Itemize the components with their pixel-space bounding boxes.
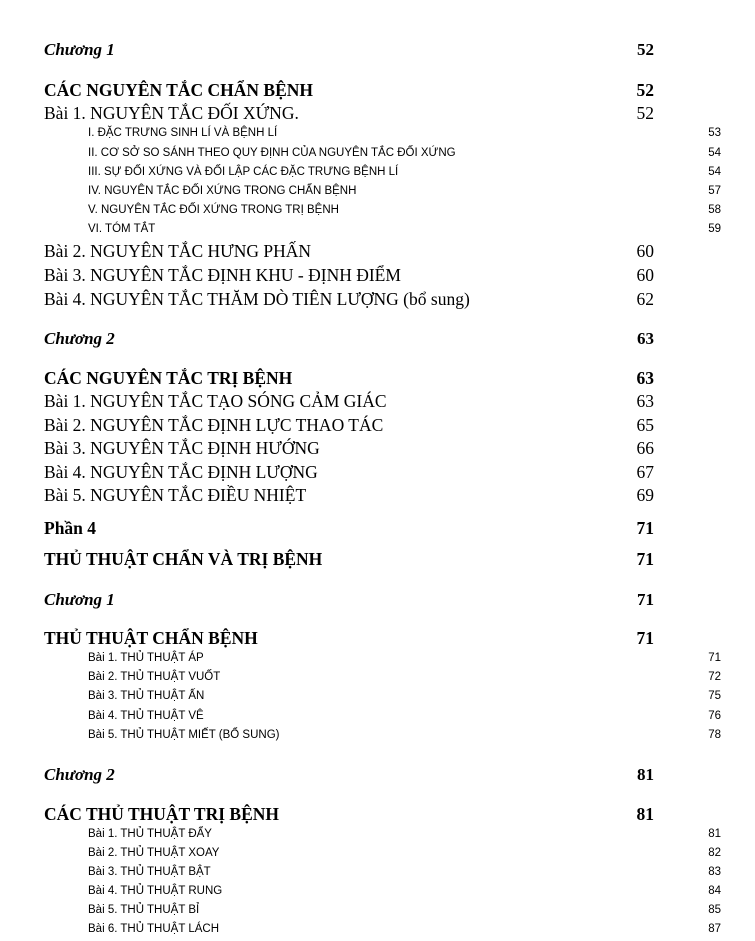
toc-entry-title: II. CƠ SỞ SO SÁNH THEO QUY ĐỊNH CỦA NGUYÊN TẮC ĐỐI XỨNG xyxy=(88,147,456,159)
toc-entry-title: Bài 2. NGUYÊN TẮC ĐỊNH LỰC THAO TÁC xyxy=(44,415,384,435)
toc-entry-title: Bài 4. NGUYÊN TẮC THĂM DÒ TIÊN LƯỢNG (bổ sung) xyxy=(44,289,470,309)
toc-entry-page: 63 xyxy=(637,329,654,348)
toc-entry-title: Bài 1. NGUYÊN TẮC ĐỐI XỨNG. xyxy=(44,103,299,123)
toc-entry-page: 83 xyxy=(708,866,721,878)
toc-entry-title: Chương 2 xyxy=(44,765,115,784)
toc-entry-title: Bài 1. NGUYÊN TẮC TẠO SÓNG CẢM GIÁC xyxy=(44,391,387,411)
toc-entry-title: Bài 5. THỦ THUẬT MIẾT (BỔ SUNG) xyxy=(88,729,280,741)
toc-entry-page: 72 xyxy=(708,671,721,683)
toc-entry-title: III. SỰ ĐỐI XỨNG VÀ ĐỐI LẬP CÁC ĐẶC TRƯNG BỆNH LÍ xyxy=(88,166,399,178)
toc-entry-title: Bài 1. THỦ THUẬT ĐẨY xyxy=(88,828,212,840)
toc-entry-page: 52 xyxy=(636,80,654,100)
toc-entry-title: Bài 3. THỦ THUẬT ẤN xyxy=(88,690,205,702)
toc-entry-title: Bài 2. THỦ THUẬT XOAY xyxy=(88,847,220,859)
toc-entry-page: 84 xyxy=(708,885,721,897)
toc-entry-title: THỦ THUẬT CHẨN BỆNH xyxy=(44,628,258,648)
toc-entry-title: VI. TÓM TẮT xyxy=(88,223,156,235)
toc-entry-page: 53 xyxy=(708,127,721,139)
toc-entry-title: Bài 6. THỦ THUẬT LÁCH xyxy=(88,923,220,935)
toc-entry-page: 60 xyxy=(636,241,654,261)
toc-entry-page: 85 xyxy=(708,904,721,916)
toc-entry-page: 76 xyxy=(708,710,721,722)
toc-entry-title: Bài 5. NGUYÊN TẮC ĐIỀU NHIỆT xyxy=(44,485,307,505)
toc-entry-title: IV. NGUYÊN TẮC ĐỐI XỨNG TRONG CHẨN BỆNH xyxy=(88,185,357,197)
toc-entry-page: 54 xyxy=(708,147,721,159)
toc-entry-title: CÁC THỦ THUẬT TRỊ BỆNH xyxy=(44,804,280,824)
toc-entry-page: 58 xyxy=(708,204,721,216)
toc-entry-title: Chương 1 xyxy=(44,590,115,609)
toc-entry-title: Chương 2 xyxy=(44,329,115,348)
toc-entry-page: 82 xyxy=(708,847,721,859)
toc-entry-page: 78 xyxy=(708,729,721,741)
toc-entry-title: Bài 2. NGUYÊN TẮC HƯNG PHẤN xyxy=(44,241,312,261)
toc-entry-page: 87 xyxy=(708,923,721,935)
toc-entry-page: 66 xyxy=(636,438,654,458)
toc-entry-page: 81 xyxy=(637,765,654,784)
toc-entry-title: I. ĐẶC TRƯNG SINH LÍ VÀ BỆNH LÍ xyxy=(88,127,278,139)
toc-entry-title: V. NGUYÊN TẮC ĐỐI XỨNG TRONG TRỊ BỆNH xyxy=(88,204,339,216)
toc-entry-page: 71 xyxy=(708,652,721,664)
toc-entry-title: Bài 1. THỦ THUẬT ÁP xyxy=(88,652,204,664)
toc-entry-page: 71 xyxy=(636,549,654,569)
toc-entry-page: 57 xyxy=(708,185,721,197)
toc-entry-page: 81 xyxy=(636,804,654,824)
toc-entry-title: Bài 4. THỦ THUẬT RUNG xyxy=(88,885,223,897)
toc-entry-title: Bài 2. THỦ THUẬT VUỐT xyxy=(88,671,221,683)
toc-entry-title: Bài 4. NGUYÊN TẮC ĐỊNH LƯỢNG xyxy=(44,462,318,482)
toc-entry-page: 52 xyxy=(637,40,654,59)
toc-entry-page: 81 xyxy=(708,828,721,840)
toc-entry-page: 63 xyxy=(636,368,654,388)
toc-entry-page: 54 xyxy=(708,166,721,178)
toc-entry-title: CÁC NGUYÊN TẮC CHẨN BỆNH xyxy=(44,80,314,100)
toc-entry-page: 60 xyxy=(636,265,654,285)
toc-entry-title: THỦ THUẬT CHẨN VÀ TRỊ BỆNH xyxy=(44,549,323,569)
toc-entry-page: 71 xyxy=(637,590,654,609)
toc-entry-title: Bài 3. NGUYÊN TẮC ĐỊNH KHU - ĐỊNH ĐIỂM xyxy=(44,265,401,285)
toc-entry-page: 65 xyxy=(636,415,654,435)
toc-entry-title: Phần 4 xyxy=(44,518,97,538)
toc-entry-title: Bài 5. THỦ THUẬT BỈ xyxy=(88,904,200,916)
toc-entry-page: 69 xyxy=(636,485,654,505)
toc-entry-page: 63 xyxy=(636,391,654,411)
toc-entry-page: 75 xyxy=(708,690,721,702)
toc-entry-title: Bài 4. THỦ THUẬT VÊ xyxy=(88,710,204,722)
toc-entry-title: Bài 3. NGUYÊN TẮC ĐỊNH HƯỚNG xyxy=(44,438,320,458)
toc-entry-title: Bài 3. THỦ THUẬT BẬT xyxy=(88,866,211,878)
toc-entry-title: CÁC NGUYÊN TẮC TRỊ BỆNH xyxy=(44,368,293,388)
toc-entry-page: 62 xyxy=(636,289,654,309)
toc-entry-title: Chương 1 xyxy=(44,40,115,59)
toc-entry-page: 67 xyxy=(636,462,654,482)
toc-entry-page: 71 xyxy=(636,628,654,648)
toc-entry-page: 71 xyxy=(636,518,654,538)
toc-entry-page: 52 xyxy=(636,103,654,123)
toc-entry-page: 59 xyxy=(708,223,721,235)
